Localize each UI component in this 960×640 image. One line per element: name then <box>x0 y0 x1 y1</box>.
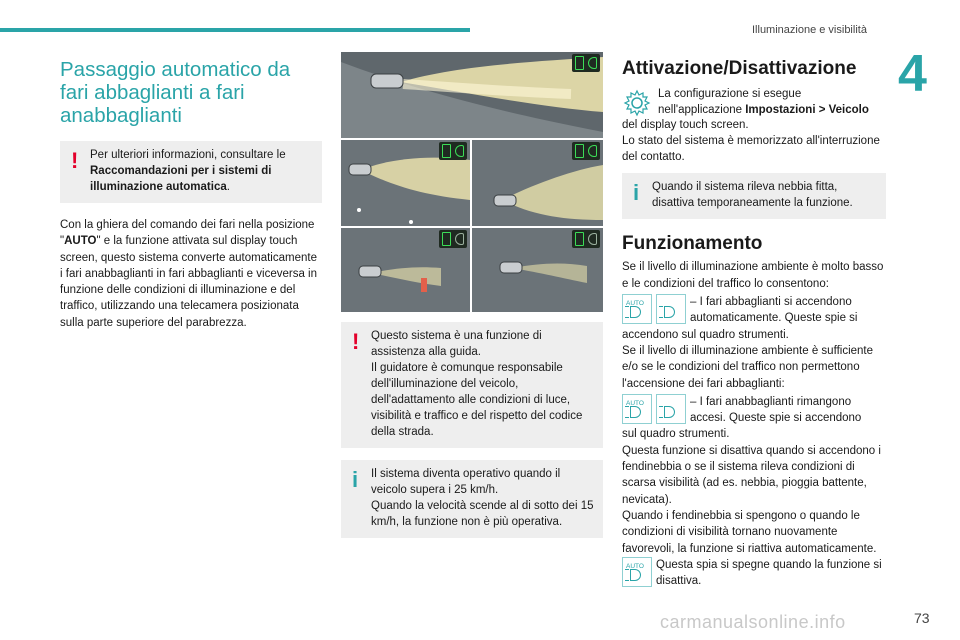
op-paragraph-4b: sul quadro strumenti. <box>622 428 730 441</box>
high-beam-row: AUTO – I fari abbaglianti si accendono automaticamente. Queste spie si <box>622 294 886 327</box>
heading-activation: Attivazione/Disattivazione <box>622 58 857 79</box>
page-title: Passaggio automatico da fari abbaglianti a fari anabbaglianti <box>60 58 291 127</box>
left-column <box>60 58 322 331</box>
fog-info-box <box>622 173 886 219</box>
illustration-grid <box>341 52 603 312</box>
speed-info-text: Il sistema diventa operativo quando il veicolo supera i 25 km/h. Quando la velocità scende al di sotto dei 15 km/h, la funzione non è più operativa. <box>371 468 594 528</box>
op-paragraph-1: Se il livello di illuminazione ambiente è molto basso e le condizioni del traffico lo consentono: <box>622 261 884 290</box>
illustration-high-beam <box>341 52 603 138</box>
warning-box <box>60 141 322 203</box>
op-paragraph-6: Quando i fendinebbia si spengono o quando le condizioni di visibilità tornano nuovamente favorevoli, la funzione si riattiva automaticamente. <box>622 509 877 555</box>
warning-icon: ! <box>71 148 79 173</box>
low-beam-row: AUTO – I fari anabbaglianti rimangono accesi. Queste spie si accendono <box>622 394 886 427</box>
low-beam-icon <box>656 394 686 424</box>
illustration-oncoming-2 <box>472 140 603 226</box>
assist-warning-box <box>341 322 603 448</box>
illustration-oncoming-1 <box>341 140 470 226</box>
activation-paragraph: La configurazione si esegue nell'applicazione Impostazioni > Veicolo <box>622 88 886 119</box>
auto-lamp-icon: AUTO <box>622 557 652 587</box>
auto-high-beam-icon: AUTO <box>622 294 652 324</box>
op-paragraph-2b: accendono sul quadro strumenti. <box>622 328 789 341</box>
right-column <box>622 58 886 589</box>
body-paragraph: Con la ghiera del comando dei fari nella posizione "AUTO" e la funzione attivata sul display touch screen, questo sistema converte automaticamente i fari anabbaglianti in fari abbaglianti e viceversa in funzione delle condizioni di illuminazione e del traffico, utilizzando una telecamera posizionata sulla parte superiore del parabrezza. <box>60 219 317 329</box>
chapter-number: 4 <box>898 45 927 103</box>
activation-continued: del display touch screen. <box>622 118 749 131</box>
header-accent-bar <box>0 28 470 32</box>
illustration-low-beam-1 <box>341 228 470 312</box>
activation-memory: Lo stato del sistema è memorizzato all'interruzione del contatto. <box>622 134 880 164</box>
op-paragraph-5: Questa funzione si disattiva quando si accendono i fendinebbia o se il sistema rileva condizioni di scarsa visibilità (ad es. nebbia, pioggia battente, nevicata). <box>622 444 881 506</box>
high-beam-icon <box>656 294 686 324</box>
speed-info-box <box>341 460 603 538</box>
op-paragraph-3: Se il livello di illuminazione ambiente è sufficiente e/o se le condizioni del traffico non permettono l'accensione dei fari abbaglianti: <box>622 344 874 390</box>
middle-column <box>341 52 603 538</box>
info-icon: i <box>352 467 359 492</box>
section-title: Illuminazione e visibilità <box>752 24 867 36</box>
assist-warning-text: Questo sistema è una funzione di assistenza alla guida. Il guidatore è comunque responsabile dell'illuminazione del veicolo, dell'adattamento alle condizioni di luce, visibilità e traffico e del rispetto del codice della strada. <box>371 330 583 438</box>
warning-text: Per ulteriori informazioni, consultare le Raccomandazioni per i sistemi di illuminazione automatica. <box>90 149 286 193</box>
warning-icon: ! <box>352 329 360 354</box>
info-icon: i <box>633 180 640 206</box>
settings-gear-icon <box>622 88 652 118</box>
auto-low-beam-icon: AUTO <box>622 394 652 424</box>
page-number: 73 <box>914 610 930 626</box>
watermark: carmanualsonline.info <box>660 612 846 632</box>
illustration-low-beam-2 <box>472 228 603 312</box>
fog-info-text: Quando il sistema rileva nebbia fitta, disattiva temporaneamente la funzione. <box>652 181 853 210</box>
auto-off-row: AUTO Questa spia si spegne quando la funzione si disattiva. <box>622 557 886 590</box>
heading-operation: Funzionamento <box>622 233 763 255</box>
